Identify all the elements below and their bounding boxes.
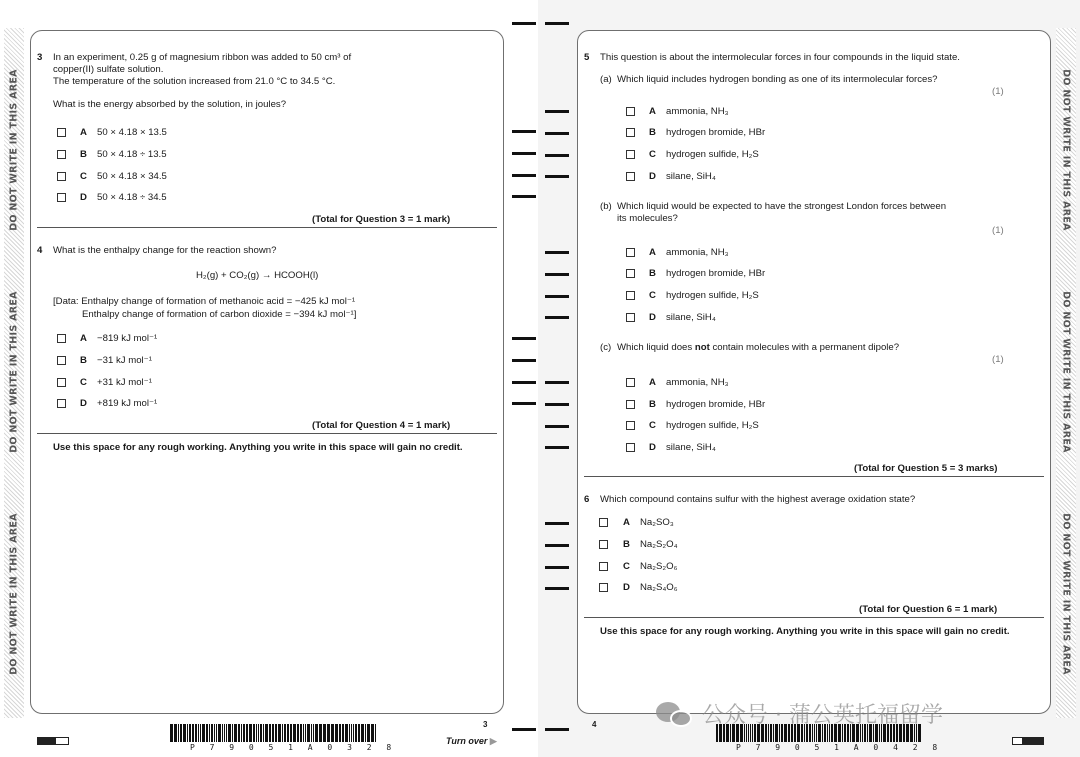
option-row: B hydrogen bromide, HBr <box>649 268 766 279</box>
option-row: B 50 × 4.18 ÷ 13.5 <box>80 149 167 160</box>
binding-tick <box>545 728 569 731</box>
barcode-bar <box>323 724 326 742</box>
binding-tick <box>545 295 569 298</box>
question-5b-prompt: its molecules? <box>617 213 678 224</box>
option-row: D silane, SiH₄ <box>649 442 716 453</box>
answer-checkbox[interactable] <box>626 269 635 278</box>
barcode-bar <box>183 724 186 742</box>
barcode-bar <box>305 724 306 742</box>
answer-checkbox[interactable] <box>57 378 66 387</box>
barcode-bar <box>331 724 334 742</box>
binding-tick <box>545 22 569 25</box>
option-row: A ammonia, NH₃ <box>649 377 729 388</box>
barcode-bar <box>216 724 217 742</box>
answer-checkbox[interactable] <box>599 518 608 527</box>
page-number: 4 <box>592 720 597 729</box>
option-row: A Na₂SO₃ <box>623 517 674 528</box>
question-5-number: 5 <box>584 52 590 63</box>
barcode-bar <box>189 724 191 742</box>
question-6-number: 6 <box>584 494 590 505</box>
binding-tick <box>545 425 569 428</box>
barcode-bar <box>174 724 177 742</box>
barcode-bar <box>200 724 201 742</box>
barcode-bar <box>260 724 262 742</box>
barcode-bar <box>211 724 213 742</box>
barcode-bar <box>234 724 237 742</box>
binding-tick <box>545 544 569 547</box>
binding-tick <box>512 22 536 25</box>
option-row: D Na₂S₄O₆ <box>623 582 678 593</box>
option-row: B hydrogen bromide, HBr <box>649 399 766 410</box>
watermark-text: 公众号 · 蒲公英托福留学 <box>702 703 943 728</box>
answer-checkbox[interactable] <box>57 172 66 181</box>
binding-tick <box>545 522 569 525</box>
barcode-bar <box>263 724 264 742</box>
question-3-prompt: What is the energy absorbed by the solution, in joules? <box>53 99 287 110</box>
option-row: D silane, SiH₄ <box>649 312 716 323</box>
option-row: B hydrogen bromide, HBr <box>649 127 766 138</box>
barcode-bar <box>218 724 221 742</box>
barcode-bar <box>192 724 194 742</box>
barcode-bar <box>209 724 210 742</box>
barcode-bar <box>243 724 245 742</box>
barcode-bar <box>355 724 357 742</box>
binding-tick <box>545 403 569 406</box>
option-row: A −819 kJ mol⁻¹ <box>80 333 158 344</box>
barcode-bar <box>284 724 286 742</box>
turn-over-label: Turn over ▶ <box>446 736 497 746</box>
barcode-bar <box>307 724 310 742</box>
barcode-bar <box>303 724 304 742</box>
binding-tick <box>545 587 569 590</box>
barcode-bar <box>365 724 366 742</box>
barcode-bar <box>269 724 271 742</box>
barcode-bar <box>246 724 248 742</box>
option-row: C Na₂S₂O₆ <box>623 561 678 572</box>
barcode-bar <box>339 724 341 742</box>
barcode-bar <box>249 724 252 742</box>
binding-tick <box>512 152 536 155</box>
answer-checkbox[interactable] <box>626 313 635 322</box>
option-row: C 50 × 4.18 × 34.5 <box>80 171 167 182</box>
option-row: A ammonia, NH₃ <box>649 106 729 117</box>
answer-checkbox[interactable] <box>57 150 66 159</box>
divider <box>584 476 1044 477</box>
binding-tick <box>512 130 536 133</box>
option-row: C +31 kJ mol⁻¹ <box>80 377 152 388</box>
barcode-bar <box>278 724 281 742</box>
binding-tick <box>545 251 569 254</box>
wechat-logo-icon <box>656 700 696 728</box>
answer-checkbox[interactable] <box>599 562 608 571</box>
barcode-bar <box>351 724 352 742</box>
question-5c-label: (c) <box>600 342 612 353</box>
mark-allocation: (1) <box>992 354 1004 365</box>
binding-tick <box>545 175 569 178</box>
question-5a-label: (a) <box>600 74 612 85</box>
rough-working-note: Use this space for any rough working. Anything you write in this space will gain no credit. <box>53 442 463 453</box>
question-3-stem: In an experiment, 0.25 g of magnesium ribbon was added to 50 cm³ of <box>53 52 352 63</box>
question-4-number: 4 <box>37 245 43 256</box>
mark-allocation: (1) <box>992 86 1004 97</box>
option-row: A ammonia, NH₃ <box>649 247 729 258</box>
option-row: D silane, SiH₄ <box>649 171 716 182</box>
barcode-bar <box>272 724 274 742</box>
question-5b-label: (b) <box>600 201 612 212</box>
binding-tick <box>545 110 569 113</box>
option-row: C hydrogen sulfide, H₂S <box>649 290 759 301</box>
wechat-watermark <box>656 698 943 729</box>
barcode-bar <box>319 724 322 742</box>
page-marker <box>1012 737 1044 745</box>
answer-checkbox[interactable] <box>626 172 635 181</box>
barcode <box>170 724 377 742</box>
do-not-write-label: DO NOT WRITE IN THIS AREA <box>1060 513 1072 675</box>
question-4-data: [Data: Enthalpy change of formation of methanoic acid = −425 kJ mol⁻¹ <box>53 296 356 307</box>
answer-checkbox[interactable] <box>626 107 635 116</box>
barcode-bar <box>258 724 259 742</box>
question-6-prompt: Which compound contains sulfur with the highest average oxidation state? <box>600 494 916 505</box>
question-3-total: (Total for Question 3 = 1 mark) <box>312 214 451 225</box>
answer-checkbox[interactable] <box>626 400 635 409</box>
answer-checkbox[interactable] <box>626 443 635 452</box>
question-3-stem: The temperature of the solution increased from 21.0 °C to 34.5 °C. <box>53 76 336 87</box>
question-5b-prompt: Which liquid would be expected to have the strongest London forces between <box>617 201 947 212</box>
binding-tick <box>512 174 536 177</box>
answer-checkbox[interactable] <box>626 291 635 300</box>
option-row: A 50 × 4.18 × 13.5 <box>80 127 167 138</box>
binding-tick <box>545 381 569 384</box>
barcode-bar <box>238 724 240 742</box>
divider <box>584 617 1044 618</box>
question-3-stem: copper(II) sulfate solution. <box>53 64 164 75</box>
barcode-bar <box>290 724 292 742</box>
barcode-bar <box>232 724 233 742</box>
answer-checkbox[interactable] <box>626 248 635 257</box>
page-marker <box>37 737 69 745</box>
binding-tick <box>545 446 569 449</box>
answer-checkbox[interactable] <box>57 399 66 408</box>
option-row: D 50 × 4.18 ÷ 34.5 <box>80 192 167 203</box>
triangle-right-icon: ▶ <box>489 736 497 746</box>
page-number: 3 <box>483 720 488 729</box>
barcode-bar <box>226 724 227 742</box>
barcode-bar <box>170 724 173 742</box>
question-5-total: (Total for Question 5 = 3 marks) <box>854 463 998 474</box>
question-4-total: (Total for Question 4 = 1 mark) <box>312 420 451 431</box>
divider <box>37 227 497 228</box>
barcode-bar <box>275 724 277 742</box>
binding-tick <box>512 337 536 340</box>
answer-checkbox[interactable] <box>599 540 608 549</box>
barcode-bar <box>358 724 360 742</box>
question-5-intro: This question is about the intermolecular forces in four compounds in the liquid state. <box>600 52 960 63</box>
barcode-bar <box>256 724 257 742</box>
binding-tick <box>512 381 536 384</box>
barcode-bar <box>202 724 205 742</box>
rough-working-note: Use this space for any rough working. Anything you write in this space will gain no credit. <box>600 626 1010 637</box>
binding-tick <box>545 273 569 276</box>
barcode-bar <box>367 724 370 742</box>
reaction-equation: H₂(g) + CO₂(g) → HCOOH(l) <box>196 270 319 281</box>
barcode-number: P 7 9 0 5 1 A 0 3 2 8 <box>190 743 397 752</box>
barcode-bar <box>214 724 215 742</box>
answer-checkbox[interactable] <box>626 128 635 137</box>
answer-checkbox[interactable] <box>626 378 635 387</box>
do-not-write-label: DO NOT WRITE IN THIS AREA <box>1060 69 1072 231</box>
barcode-number: P 7 9 0 5 1 A 0 4 2 8 <box>736 743 943 752</box>
answer-checkbox[interactable] <box>626 421 635 430</box>
barcode-bar <box>353 724 354 742</box>
barcode-bar <box>241 724 242 742</box>
binding-tick <box>512 728 536 731</box>
barcode-bar <box>371 724 374 742</box>
barcode-bar <box>311 724 312 742</box>
option-row: B Na₂S₂O₄ <box>623 539 678 550</box>
barcode-bar <box>187 724 188 742</box>
barcode-bar <box>195 724 197 742</box>
answer-checkbox[interactable] <box>57 356 66 365</box>
barcode-bar <box>313 724 314 742</box>
barcode-bar <box>335 724 338 742</box>
question-5a-prompt: Which liquid includes hydrogen bonding as one of its intermolecular forces? <box>617 74 938 85</box>
barcode-bar <box>253 724 255 742</box>
barcode-bar <box>206 724 208 742</box>
binding-tick <box>512 402 536 405</box>
do-not-write-label: DO NOT WRITE IN THIS AREA <box>8 69 20 231</box>
barcode-bar <box>293 724 296 742</box>
answer-checkbox[interactable] <box>57 193 66 202</box>
binding-tick <box>545 154 569 157</box>
option-row: C hydrogen sulfide, H₂S <box>649 420 759 431</box>
barcode-bar <box>297 724 299 742</box>
answer-checkbox[interactable] <box>626 150 635 159</box>
binding-tick <box>545 316 569 319</box>
barcode-bar <box>342 724 344 742</box>
answer-checkbox[interactable] <box>57 128 66 137</box>
option-row: C hydrogen sulfide, H₂S <box>649 149 759 160</box>
option-row: B −31 kJ mol⁻¹ <box>80 355 152 366</box>
question-4-data: Enthalpy change of formation of carbon dioxide = −394 kJ mol⁻¹] <box>82 309 357 320</box>
barcode-bar <box>287 724 289 742</box>
divider <box>37 433 497 434</box>
barcode-bar <box>224 724 225 742</box>
barcode-bar <box>345 724 348 742</box>
barcode-bar <box>222 724 223 742</box>
barcode-bar <box>349 724 350 742</box>
do-not-write-label: DO NOT WRITE IN THIS AREA <box>1060 291 1072 453</box>
binding-tick <box>512 359 536 362</box>
barcode-bar <box>265 724 268 742</box>
barcode-bar <box>327 724 330 742</box>
option-row: D +819 kJ mol⁻¹ <box>80 398 158 409</box>
barcode-bar <box>375 724 376 742</box>
answer-checkbox[interactable] <box>599 583 608 592</box>
do-not-write-label: DO NOT WRITE IN THIS AREA <box>8 291 20 453</box>
barcode-bar <box>282 724 283 742</box>
barcode-bar <box>300 724 302 742</box>
binding-tick <box>545 566 569 569</box>
barcode-bar <box>178 724 179 742</box>
question-4-prompt: What is the enthalpy change for the reaction shown? <box>53 245 277 256</box>
question-5c-prompt: Which liquid does not contain molecules with a permanent dipole? <box>617 342 900 353</box>
binding-tick <box>512 195 536 198</box>
binding-tick <box>545 132 569 135</box>
answer-checkbox[interactable] <box>57 334 66 343</box>
question-3-number: 3 <box>37 52 43 63</box>
barcode-bar <box>228 724 231 742</box>
barcode-bar <box>315 724 318 742</box>
do-not-write-label: DO NOT WRITE IN THIS AREA <box>8 513 20 675</box>
barcode-bar <box>361 724 364 742</box>
barcode-bar <box>180 724 182 742</box>
barcode-bar <box>198 724 199 742</box>
question-6-total: (Total for Question 6 = 1 mark) <box>859 604 998 615</box>
mark-allocation: (1) <box>992 225 1004 236</box>
